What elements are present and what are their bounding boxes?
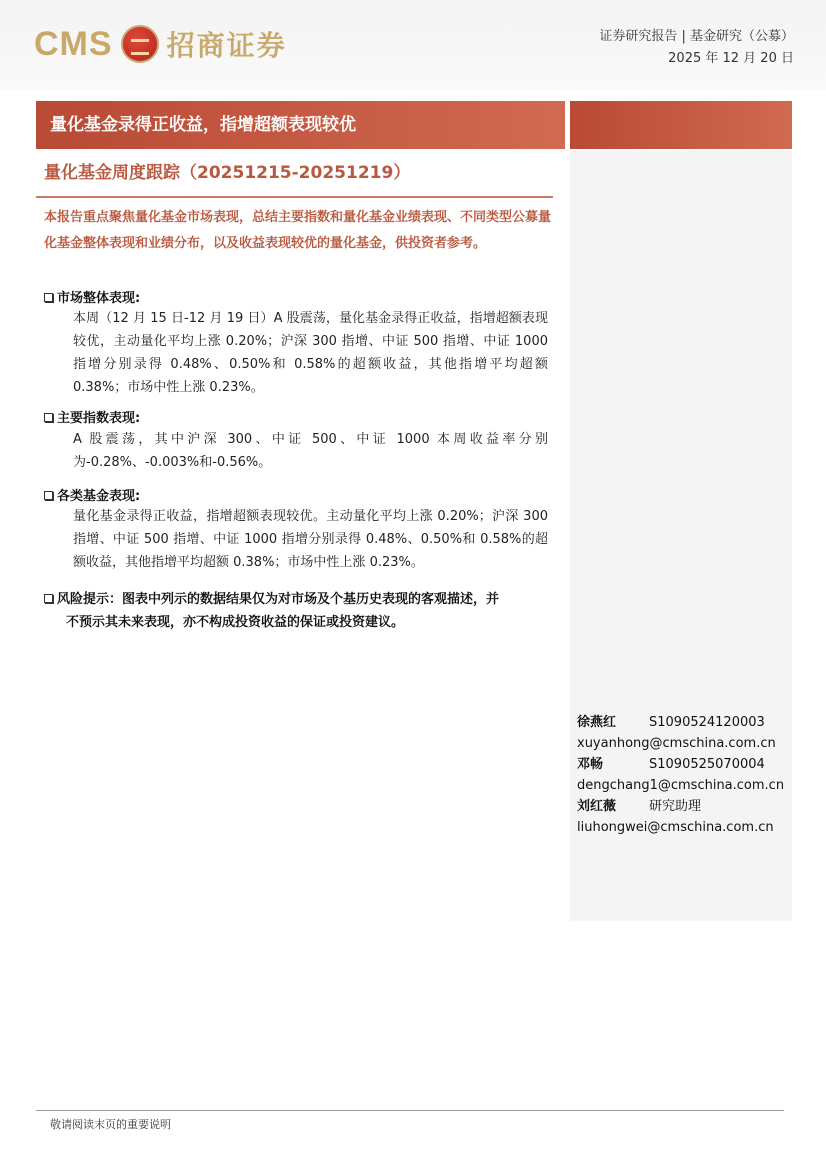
header-meta — [599, 26, 794, 70]
section-heading-market — [44, 287, 140, 306]
author-role: 研究助理 — [649, 799, 702, 814]
report-intro: 本报告重点聚焦量化基金市场表现，总结主要指数和量化基金业绩表现、不同类型公募量化基金整体表现和业绩分布，以及收益表现较优的量化基金，供投资者参考。 — [44, 210, 552, 251]
logo-chinese: 招商证券 — [166, 29, 287, 62]
risk-line-1: 风险提示：图表中列示的数据结果仅为对市场及个基历史表现的客观描述，并 — [57, 592, 500, 607]
report-title: 量化基金录得正收益，指增超额表现较优 — [36, 101, 565, 149]
section-heading-text: 市场整体表现: — [57, 291, 141, 306]
cms-logo — [34, 22, 287, 66]
report-type: 证券研究报告 | 基金研究（公募） — [599, 29, 794, 44]
checkbox-bullet-icon — [44, 413, 53, 422]
author-email[interactable]: xuyanhong@cmschina.com.cn — [577, 736, 776, 751]
section-heading-indices — [44, 407, 140, 426]
author-name: 刘红薇 — [577, 799, 617, 814]
author-id: S1090524120003 — [649, 715, 765, 730]
author-row — [577, 754, 784, 775]
author-name: 徐燕红 — [577, 715, 617, 730]
section-heading-text: 各类基金表现: — [57, 489, 141, 504]
report-subtitle: 量化基金周度跟踪（20251215-20251219） — [44, 163, 411, 183]
section-body-funds: 量化基金录得正收益，指增超额表现较优。主动量化平均上涨 0.20%；沪深 300 指增、中证 500 指增、中证 1000 指增分别录得 0.48%、0.50%和 0.58%的超额收益，其他指增平均超额 0.38%；市场中性上涨 0.23%。 — [73, 509, 548, 570]
author-list — [577, 712, 784, 838]
author-row — [577, 796, 784, 817]
footer-divider — [36, 1110, 784, 1111]
author-email[interactable]: liuhongwei@cmschina.com.cn — [577, 820, 774, 835]
report-date: 2025 年 12 月 20 日 — [668, 51, 794, 66]
subtitle-divider — [36, 196, 553, 198]
risk-warning — [44, 588, 554, 634]
checkbox-bullet-icon — [44, 491, 53, 500]
logo-seal-icon — [121, 25, 159, 63]
footer-note: 敬请阅读末页的重要说明 — [50, 1118, 171, 1131]
checkbox-bullet-icon — [44, 293, 53, 302]
section-heading-text: 主要指数表现: — [57, 411, 141, 426]
section-body-market: 本周（12 月 15 日-12 月 19 日）A 股震荡，量化基金录得正收益，指增超额表现较优，主动量化平均上涨 0.20%；沪深 300 指增、中证 500 指增、中证 1000 指增分别录得 0.48%、0.50%和 0.58%的超额收益，其他指增平均超额 0.38%；市场中性上涨 0.23%。 — [73, 311, 548, 395]
checkbox-bullet-icon — [44, 594, 53, 603]
author-email[interactable]: dengchang1@cmschina.com.cn — [577, 778, 785, 793]
side-title-bar — [570, 101, 792, 149]
section-heading-funds — [44, 485, 140, 504]
risk-line-2: 不预示其未来表现，亦不构成投资收益的保证或投资建议。 — [66, 615, 405, 630]
author-name: 邓畅 — [577, 757, 604, 772]
author-id: S1090525070004 — [649, 757, 765, 772]
logo-latin: CMS — [34, 24, 113, 63]
section-body-indices: A 股震荡，其中沪深 300、中证 500、中证 1000 本周收益率分别为-0.28%、-0.003%和-0.56%。 — [73, 432, 548, 470]
author-row — [577, 712, 784, 733]
